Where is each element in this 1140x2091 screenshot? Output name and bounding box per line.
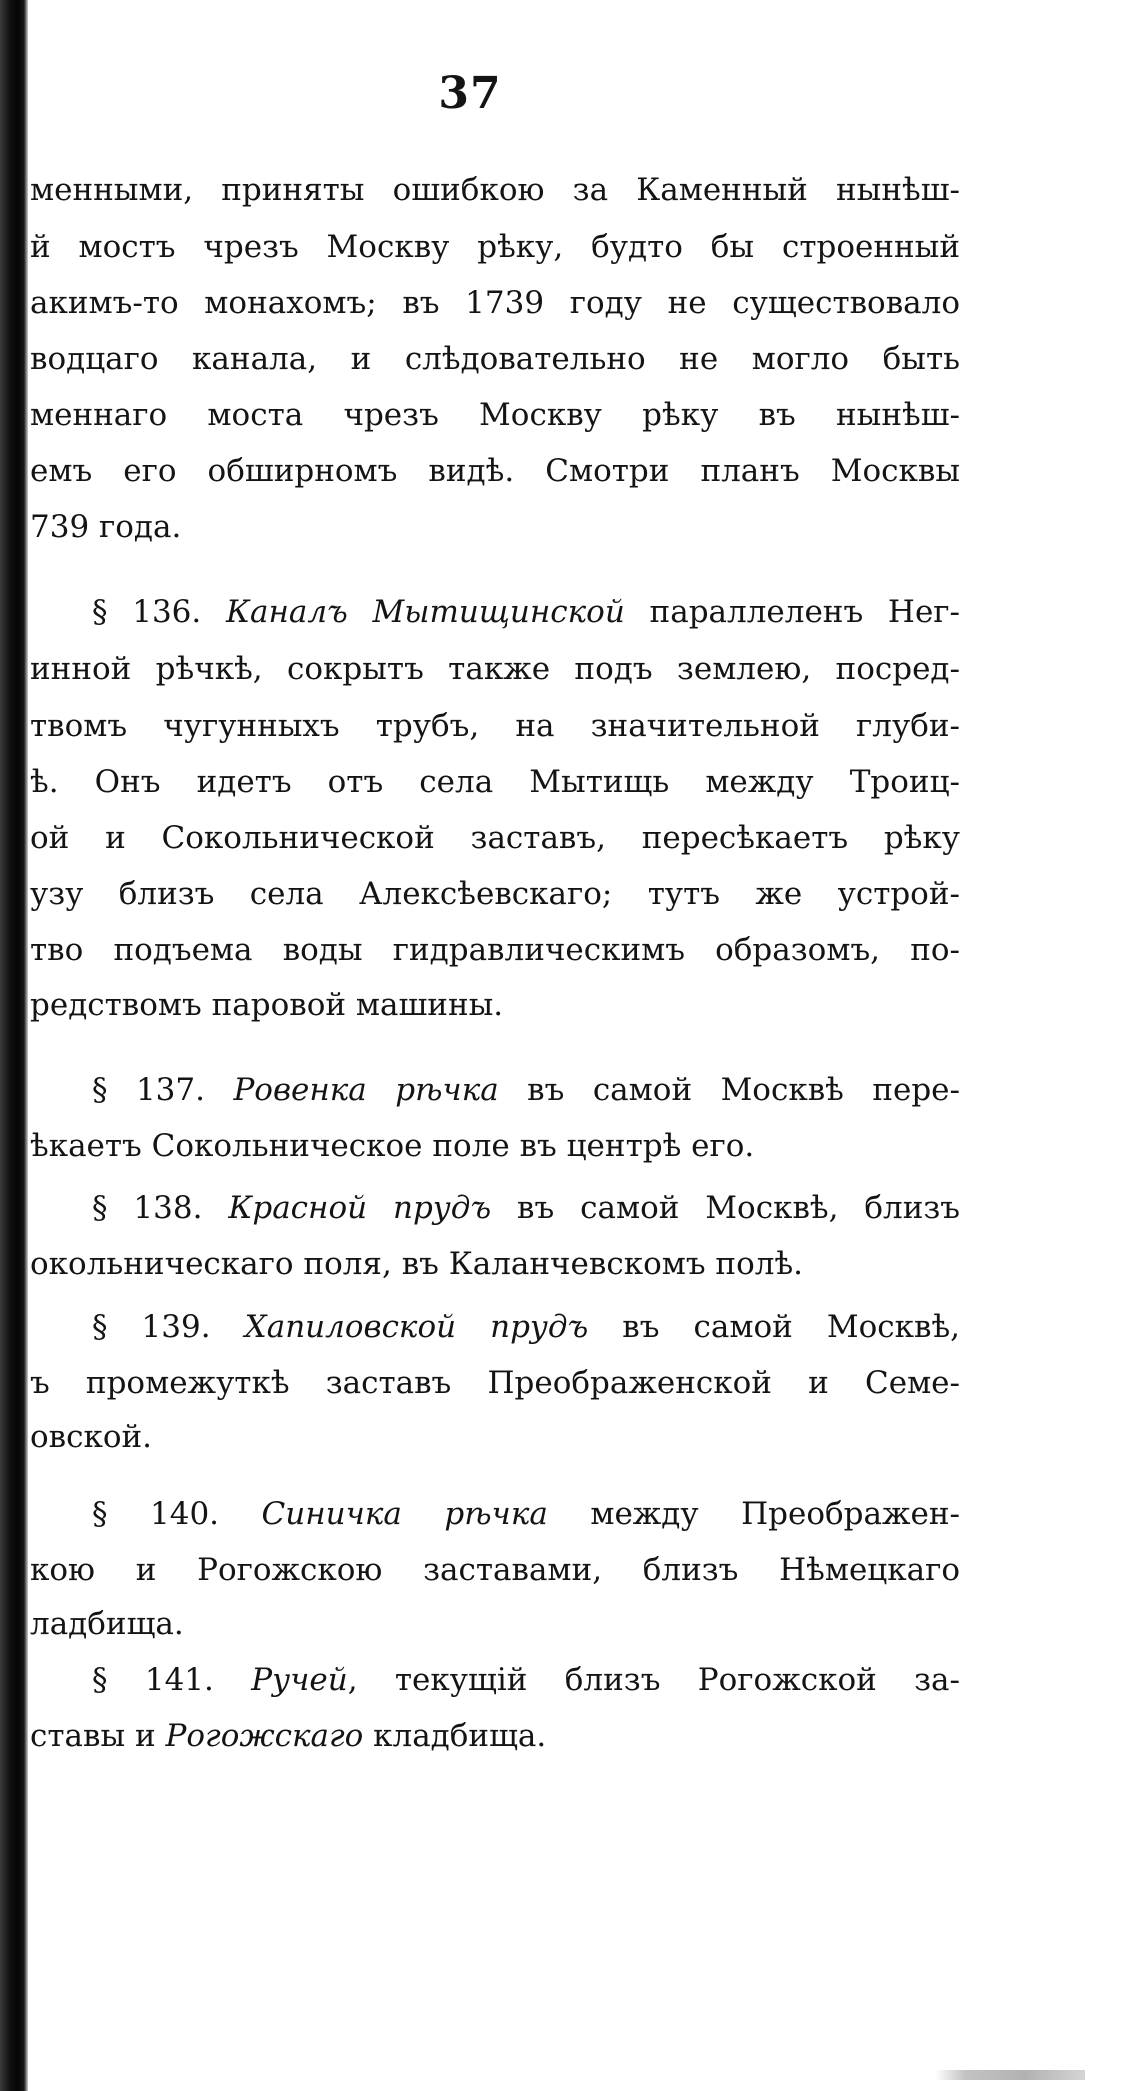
text-line: кою и Рогожскою заставами, близъ Нѣмецкаго — [30, 1552, 960, 1588]
text-line: узу близъ села Алексѣевскаго; тутъ же устрой- — [30, 876, 960, 912]
text-line: емъ его обширномъ видѣ. Смотри планъ Москвы — [30, 453, 960, 489]
text-line: ъ промежуткѣ заставъ Преображенской и Семе- — [30, 1365, 960, 1401]
paragraph-140-first-line: § 140. Синичка рѣчка между Преображен- — [92, 1496, 960, 1532]
text-line: твомъ чугунныхъ трубъ, на значительной глуби- — [30, 708, 960, 744]
text-line: менными, приняты ошибкою за Каменный нынѣш- — [30, 172, 960, 208]
paragraph-138-first-line: § 138. Красной прудъ въ самой Москвѣ, близъ — [92, 1190, 960, 1226]
paragraph-139-first-line: § 139. Хапиловской прудъ въ самой Москвѣ, — [92, 1309, 960, 1345]
book-binding-edge — [0, 0, 28, 2091]
paragraph-136-first-line: § 136. Каналъ Мытищинской параллеленъ Нег- — [92, 594, 960, 630]
text-line: акимъ-то монахомъ; въ 1739 году не существовало — [30, 285, 960, 321]
text-line: инной рѣчкѣ, сокрытъ также подъ землею, посред- — [30, 651, 960, 687]
text-line: ѣ. Онъ идетъ отъ села Мытищь между Троиц- — [30, 764, 960, 800]
paragraph-141-first-line: § 141. Ручей, текущій близъ Рогожской за- — [92, 1662, 960, 1698]
text-line: водцаго канала, и слѣдовательно не могло быть — [30, 341, 960, 377]
text-line: ѣкаетъ Сокольническое поле въ центрѣ его. — [30, 1128, 755, 1164]
text-line: меннаго моста чрезъ Москву рѣку въ нынѣш- — [30, 397, 960, 433]
canal-name: Каналъ Мытищинской — [226, 594, 625, 630]
text-line: редствомъ паровой машины. — [30, 987, 504, 1023]
text-line: й мостъ чрезъ Москву рѣку, будто бы строенный — [30, 229, 960, 265]
paragraph-141-last-line: ставы и Рогожскаго кладбища. — [30, 1718, 547, 1754]
text-line: овской. — [30, 1419, 153, 1455]
page-number: 37 — [438, 68, 502, 119]
text-line: 739 года. — [30, 509, 182, 545]
print-smudge — [935, 2070, 1085, 2080]
text-line: ладбища. — [30, 1606, 184, 1642]
paragraph-137-first-line: § 137. Ровенка рѣчка въ самой Москвѣ пере- — [92, 1072, 960, 1108]
text-line: окольническаго поля, въ Каланчевскомъ полѣ. — [30, 1246, 803, 1282]
text-line: тво подъема воды гидравлическимъ образомъ, по- — [30, 932, 960, 968]
text-line: ой и Сокольнической заставъ, пересѣкаетъ рѣку — [30, 820, 960, 856]
